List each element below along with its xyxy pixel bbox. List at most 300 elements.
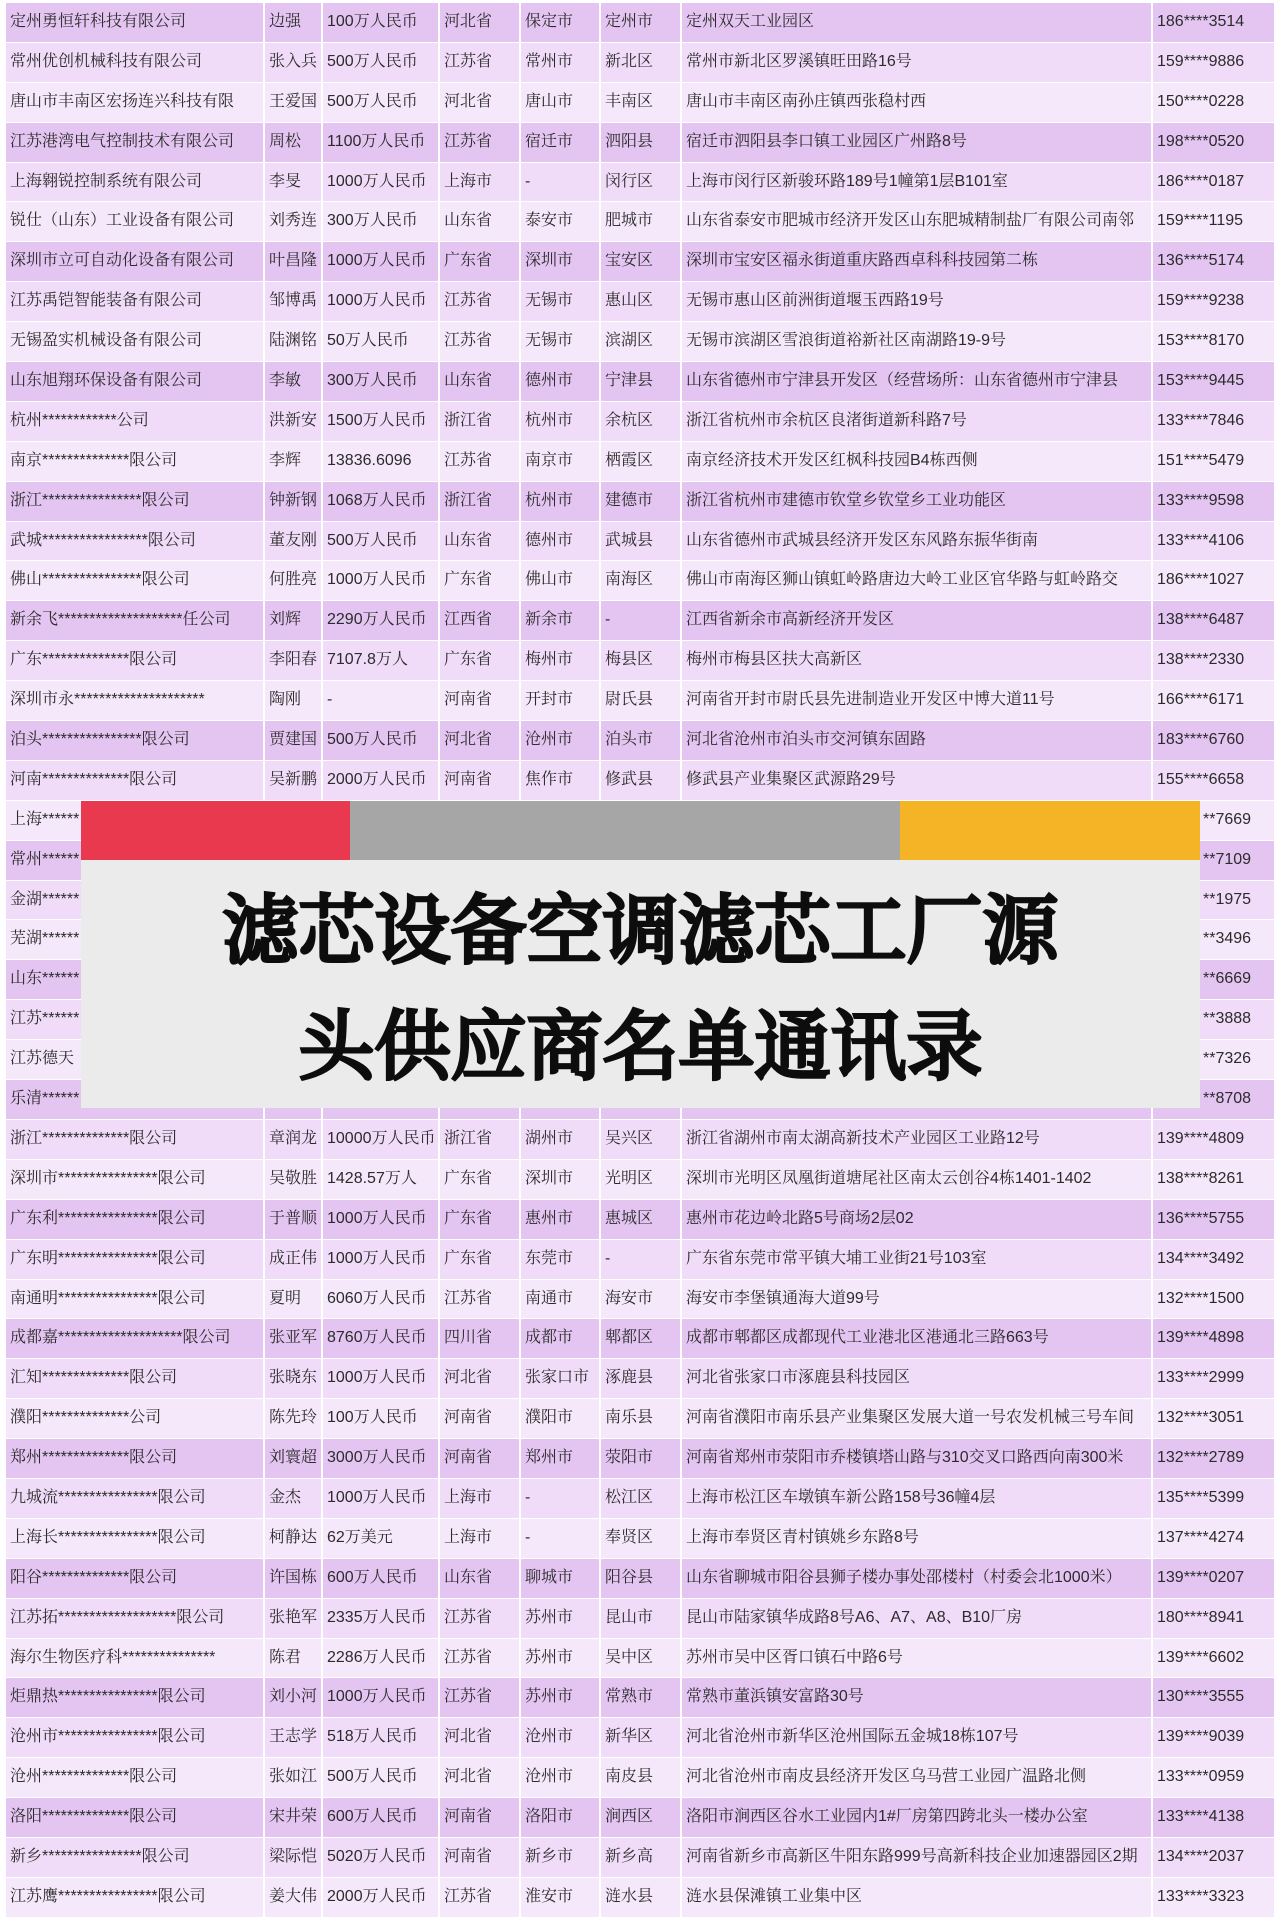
cell-city: 德州市 bbox=[521, 362, 599, 401]
cell-city: 开封市 bbox=[521, 681, 599, 720]
table-row bbox=[6, 83, 1274, 122]
cell-contact: 贾建国 bbox=[265, 721, 321, 760]
cell-province: 江苏省 bbox=[440, 442, 519, 481]
cell-city: 沧州市 bbox=[521, 1718, 599, 1757]
cell-company: 南通明****************限公司 bbox=[6, 1280, 263, 1319]
cell-phone: **3496 bbox=[1153, 920, 1274, 959]
table-row bbox=[6, 123, 1274, 162]
cell-contact: 陈君 bbox=[265, 1639, 321, 1678]
cell-company: 唐山市丰南区宏扬连兴科技有限 bbox=[6, 83, 263, 122]
table-row bbox=[6, 1280, 1274, 1319]
cell-district: 尉氏县 bbox=[601, 681, 680, 720]
table-row bbox=[6, 1758, 1274, 1797]
cell-capital: 2000万人民币 bbox=[323, 1878, 438, 1917]
cell-contact: 许国栋 bbox=[265, 1559, 321, 1598]
table-row bbox=[6, 561, 1274, 600]
cell-company: 新余飞********************任公司 bbox=[6, 601, 263, 640]
cell-province: 江苏省 bbox=[440, 1678, 519, 1717]
cell-phone: 138****8261 bbox=[1153, 1160, 1274, 1199]
cell-city: 德州市 bbox=[521, 522, 599, 561]
cell-address: 江西省新余市高新经济开发区 bbox=[682, 601, 1151, 640]
cell-city: 苏州市 bbox=[521, 1599, 599, 1638]
table-row bbox=[6, 442, 1274, 481]
cell-capital: 600万人民币 bbox=[323, 1798, 438, 1837]
cell-address: 浙江省杭州市建德市钦堂乡钦堂乡工业功能区 bbox=[682, 482, 1151, 521]
cell-address: 定州双天工业园区 bbox=[682, 3, 1151, 42]
cell-phone: 138****2330 bbox=[1153, 641, 1274, 680]
table-row bbox=[6, 202, 1274, 241]
table-row bbox=[6, 1878, 1274, 1917]
cell-address: 洛阳市涧西区谷水工业园内1#厂房第四跨北头一楼办公室 bbox=[682, 1798, 1151, 1837]
cell-phone: 155****6658 bbox=[1153, 761, 1274, 800]
cell-phone: 159****1195 bbox=[1153, 202, 1274, 241]
cell-city: 苏州市 bbox=[521, 1678, 599, 1717]
cell-city: 泰安市 bbox=[521, 202, 599, 241]
cell-district: 新北区 bbox=[601, 43, 680, 82]
cell-district: 南乐县 bbox=[601, 1399, 680, 1438]
cell-province: 河南省 bbox=[440, 1838, 519, 1877]
cell-phone: **8708 bbox=[1153, 1080, 1274, 1119]
cell-capital: 1068万人民币 bbox=[323, 482, 438, 521]
cell-province: 广东省 bbox=[440, 561, 519, 600]
cell-contact: 张入兵 bbox=[265, 43, 321, 82]
cell-phone: 134****2037 bbox=[1153, 1838, 1274, 1877]
cell-district: 惠山区 bbox=[601, 282, 680, 321]
cell-capital: 5020万人民币 bbox=[323, 1838, 438, 1877]
cell-company: 金湖****** bbox=[6, 881, 263, 920]
cell-phone: 198****0520 bbox=[1153, 123, 1274, 162]
cell-phone: 139****4809 bbox=[1153, 1120, 1274, 1159]
cell-capital: 1428.57万人 bbox=[323, 1160, 438, 1199]
cell-address: 浙江省湖州市南太湖高新技术产业园区工业路12号 bbox=[682, 1120, 1151, 1159]
cell-capital: 500万人民币 bbox=[323, 522, 438, 561]
cell-city: 梅州市 bbox=[521, 641, 599, 680]
cell-company: 乐清****** bbox=[6, 1080, 263, 1119]
cell-city: 宿迁市 bbox=[521, 123, 599, 162]
cell-capital: 62万美元 bbox=[323, 1519, 438, 1558]
title-box bbox=[81, 860, 1200, 1108]
cell-company: 江苏德天 bbox=[6, 1040, 263, 1079]
cell-capital: 1000万人民币 bbox=[323, 1359, 438, 1398]
cell-contact: 张亚军 bbox=[265, 1319, 321, 1358]
cell-contact: 董友刚 bbox=[265, 522, 321, 561]
cell-contact: 邹博禹 bbox=[265, 282, 321, 321]
cell-company: 江苏禹铠智能装备有限公司 bbox=[6, 282, 263, 321]
cell-phone: 139****0207 bbox=[1153, 1559, 1274, 1598]
cell-city: 唐山市 bbox=[521, 83, 599, 122]
cell-district: 昆山市 bbox=[601, 1599, 680, 1638]
table-row bbox=[6, 1120, 1274, 1159]
cell-capital: 518万人民币 bbox=[323, 1718, 438, 1757]
cell-province: 河南省 bbox=[440, 1399, 519, 1438]
cell-contact: 张艳军 bbox=[265, 1599, 321, 1638]
cell-contact: 姜大伟 bbox=[265, 1878, 321, 1917]
table-row bbox=[6, 1519, 1274, 1558]
table-row bbox=[6, 1838, 1274, 1877]
cell-capital: 100万人民币 bbox=[323, 1399, 438, 1438]
cell-phone: 186****3514 bbox=[1153, 3, 1274, 42]
cell-company: 常州优创机械科技有限公司 bbox=[6, 43, 263, 82]
cell-contact: 刘寰超 bbox=[265, 1439, 321, 1478]
cell-company: 山东旭翔环保设备有限公司 bbox=[6, 362, 263, 401]
cell-district: 惠城区 bbox=[601, 1200, 680, 1239]
cell-district: 宝安区 bbox=[601, 242, 680, 281]
table-row bbox=[6, 43, 1274, 82]
cell-contact: 吴新鹏 bbox=[265, 761, 321, 800]
cell-capital: 6060万人民币 bbox=[323, 1280, 438, 1319]
cell-capital: 1500万人民币 bbox=[323, 402, 438, 441]
table-row bbox=[6, 721, 1274, 760]
cell-company: 成都嘉********************限公司 bbox=[6, 1319, 263, 1358]
cell-phone: **6669 bbox=[1153, 960, 1274, 999]
table-row bbox=[6, 282, 1274, 321]
cell-province: 浙江省 bbox=[440, 482, 519, 521]
cell-province: 江西省 bbox=[440, 601, 519, 640]
cell-city: - bbox=[521, 1519, 599, 1558]
cell-city: 东莞市 bbox=[521, 1240, 599, 1279]
table-row bbox=[6, 1599, 1274, 1638]
cell-capital: 13836.6096 bbox=[323, 442, 438, 481]
cell-capital: 10000万人民币 bbox=[323, 1120, 438, 1159]
cell-address: 山东省德州市武城县经济开发区东风路东振华街南 bbox=[682, 522, 1151, 561]
cell-phone: 139****9039 bbox=[1153, 1718, 1274, 1757]
cell-district: 松江区 bbox=[601, 1479, 680, 1518]
cell-capital: 3000万人民币 bbox=[323, 1439, 438, 1478]
cell-capital: 500万人民币 bbox=[323, 43, 438, 82]
cell-province: 上海市 bbox=[440, 1519, 519, 1558]
cell-capital: 500万人民币 bbox=[323, 1758, 438, 1797]
table-row bbox=[6, 1678, 1274, 1717]
cell-contact: 洪新安 bbox=[265, 402, 321, 441]
cell-address: 河北省张家口市涿鹿县科技园区 bbox=[682, 1359, 1151, 1398]
cell-address: 修武县产业集聚区武源路29号 bbox=[682, 761, 1151, 800]
cell-phone: 133****9598 bbox=[1153, 482, 1274, 521]
cell-company: 常州****** bbox=[6, 841, 263, 880]
cell-company: 深圳市永********************* bbox=[6, 681, 263, 720]
cell-contact: 李阳春 bbox=[265, 641, 321, 680]
cell-company: 阳谷**************限公司 bbox=[6, 1559, 263, 1598]
cell-contact: 宋井荣 bbox=[265, 1798, 321, 1837]
cell-contact: 张如江 bbox=[265, 1758, 321, 1797]
cell-capital: 2000万人民币 bbox=[323, 761, 438, 800]
cell-company: 南京**************限公司 bbox=[6, 442, 263, 481]
cell-district: 奉贤区 bbox=[601, 1519, 680, 1558]
cell-district: 肥城市 bbox=[601, 202, 680, 241]
cell-district: 荥阳市 bbox=[601, 1439, 680, 1478]
cell-address: 海安市李堡镇通海大道99号 bbox=[682, 1280, 1151, 1319]
cell-phone: **7669 bbox=[1153, 801, 1274, 840]
accent-bar-gray bbox=[350, 801, 900, 860]
table-row bbox=[6, 522, 1274, 561]
cell-address: 河南省开封市尉氏县先进制造业开发区中博大道11号 bbox=[682, 681, 1151, 720]
cell-contact: 陆渊铭 bbox=[265, 322, 321, 361]
cell-district: 涟水县 bbox=[601, 1878, 680, 1917]
cell-phone: 133****7846 bbox=[1153, 402, 1274, 441]
cell-address: 苏州市吴中区胥口镇石中路6号 bbox=[682, 1639, 1151, 1678]
cell-phone: 180****8941 bbox=[1153, 1599, 1274, 1638]
cell-address: 深圳市宝安区福永街道重庆路西卓科科技园第二栋 bbox=[682, 242, 1151, 281]
cell-capital: 1000万人民币 bbox=[323, 1200, 438, 1239]
cell-contact: 边强 bbox=[265, 3, 321, 42]
cell-contact: 于普顺 bbox=[265, 1200, 321, 1239]
cell-contact: 吴敬胜 bbox=[265, 1160, 321, 1199]
cell-contact: 叶昌隆 bbox=[265, 242, 321, 281]
cell-district: 涿鹿县 bbox=[601, 1359, 680, 1398]
cell-district: 海安市 bbox=[601, 1280, 680, 1319]
title-banner bbox=[81, 801, 1200, 1108]
cell-company: 江苏****** bbox=[6, 1000, 263, 1039]
cell-address: 宿迁市泗阳县李口镇工业园区广州路8号 bbox=[682, 123, 1151, 162]
cell-city: 沧州市 bbox=[521, 721, 599, 760]
cell-province: 浙江省 bbox=[440, 1120, 519, 1159]
cell-address: 山东省泰安市肥城市经济开发区山东肥城精制盐厂有限公司南邻 bbox=[682, 202, 1151, 241]
cell-district: 滨湖区 bbox=[601, 322, 680, 361]
title-line-2: 头供应商名单通讯录 bbox=[298, 1002, 983, 1091]
cell-company: 芜湖****** bbox=[6, 920, 263, 959]
cell-district: 南皮县 bbox=[601, 1758, 680, 1797]
cell-district: 宁津县 bbox=[601, 362, 680, 401]
cell-capital: 100万人民币 bbox=[323, 3, 438, 42]
cell-province: 山东省 bbox=[440, 522, 519, 561]
cell-company: 上海****** bbox=[6, 801, 263, 840]
cell-province: 广东省 bbox=[440, 1160, 519, 1199]
cell-company: 浙江****************限公司 bbox=[6, 482, 263, 521]
cell-city: 湖州市 bbox=[521, 1120, 599, 1159]
cell-city: 洛阳市 bbox=[521, 1798, 599, 1837]
cell-company: 武城*****************限公司 bbox=[6, 522, 263, 561]
cell-province: 江苏省 bbox=[440, 282, 519, 321]
cell-city: 淮安市 bbox=[521, 1878, 599, 1917]
cell-district: 吴兴区 bbox=[601, 1120, 680, 1159]
cell-district: 涧西区 bbox=[601, 1798, 680, 1837]
cell-province: 河南省 bbox=[440, 1798, 519, 1837]
cell-district: 新乡高 bbox=[601, 1838, 680, 1877]
cell-address: 河南省新乡市高新区牛阳东路999号高新科技企业加速器园区2期 bbox=[682, 1838, 1151, 1877]
cell-district: 武城县 bbox=[601, 522, 680, 561]
cell-company: 广东利****************限公司 bbox=[6, 1200, 263, 1239]
cell-district: 余杭区 bbox=[601, 402, 680, 441]
cell-contact: 陶刚 bbox=[265, 681, 321, 720]
cell-contact: 钟新钢 bbox=[265, 482, 321, 521]
cell-city: 焦作市 bbox=[521, 761, 599, 800]
cell-district: - bbox=[601, 601, 680, 640]
cell-city: 无锡市 bbox=[521, 282, 599, 321]
cell-city: 深圳市 bbox=[521, 1160, 599, 1199]
cell-company: 江苏鹰****************限公司 bbox=[6, 1878, 263, 1917]
cell-city: 新余市 bbox=[521, 601, 599, 640]
accent-bar-yellow bbox=[900, 801, 1200, 860]
cell-capital: 50万人民币 bbox=[323, 322, 438, 361]
cell-capital: 1100万人民币 bbox=[323, 123, 438, 162]
cell-city: 惠州市 bbox=[521, 1200, 599, 1239]
cell-address: 河北省沧州市新华区沧州国际五金城18栋107号 bbox=[682, 1718, 1151, 1757]
cell-contact: 夏明 bbox=[265, 1280, 321, 1319]
cell-city: 郑州市 bbox=[521, 1439, 599, 1478]
cell-company: 杭州************公司 bbox=[6, 402, 263, 441]
cell-contact: 刘秀连 bbox=[265, 202, 321, 241]
cell-company: 浙江**************限公司 bbox=[6, 1120, 263, 1159]
cell-city: 南京市 bbox=[521, 442, 599, 481]
cell-province: 江苏省 bbox=[440, 1878, 519, 1917]
table-row bbox=[6, 482, 1274, 521]
cell-city: 保定市 bbox=[521, 3, 599, 42]
table-row bbox=[6, 1718, 1274, 1757]
table-row bbox=[6, 1359, 1274, 1398]
cell-address: 涟水县保滩镇工业集中区 bbox=[682, 1878, 1151, 1917]
cell-province: 江苏省 bbox=[440, 1280, 519, 1319]
cell-address: 常州市新北区罗溪镇旺田路16号 bbox=[682, 43, 1151, 82]
cell-address: 上海市闵行区新骏环路189号1幢第1层B101室 bbox=[682, 163, 1151, 202]
cell-address: 河北省沧州市泊头市交河镇东固路 bbox=[682, 721, 1151, 760]
cell-company: 洛阳**************限公司 bbox=[6, 1798, 263, 1837]
cell-company: 江苏拓*******************限公司 bbox=[6, 1599, 263, 1638]
cell-district: 定州市 bbox=[601, 3, 680, 42]
cell-company: 山东****** bbox=[6, 960, 263, 999]
cell-district: 光明区 bbox=[601, 1160, 680, 1199]
cell-phone: 130****3555 bbox=[1153, 1678, 1274, 1717]
cell-company: 炬鼎热****************限公司 bbox=[6, 1678, 263, 1717]
cell-capital: 2290万人民币 bbox=[323, 601, 438, 640]
cell-company: 河南**************限公司 bbox=[6, 761, 263, 800]
cell-company: 沧州**************限公司 bbox=[6, 1758, 263, 1797]
cell-capital: 300万人民币 bbox=[323, 362, 438, 401]
cell-city: 佛山市 bbox=[521, 561, 599, 600]
cell-district: 泊头市 bbox=[601, 721, 680, 760]
cell-province: 上海市 bbox=[440, 163, 519, 202]
cell-city: 无锡市 bbox=[521, 322, 599, 361]
cell-phone: 151****5479 bbox=[1153, 442, 1274, 481]
cell-company: 广东明****************限公司 bbox=[6, 1240, 263, 1279]
cell-phone: 133****3323 bbox=[1153, 1878, 1274, 1917]
table-row bbox=[6, 1798, 1274, 1837]
cell-contact: 金杰 bbox=[265, 1479, 321, 1518]
cell-province: 河北省 bbox=[440, 1758, 519, 1797]
cell-district: 新华区 bbox=[601, 1718, 680, 1757]
cell-province: 广东省 bbox=[440, 641, 519, 680]
cell-district: 栖霞区 bbox=[601, 442, 680, 481]
cell-city: 杭州市 bbox=[521, 402, 599, 441]
cell-city: 濮阳市 bbox=[521, 1399, 599, 1438]
cell-district: 闵行区 bbox=[601, 163, 680, 202]
cell-city: 沧州市 bbox=[521, 1758, 599, 1797]
cell-contact: 刘辉 bbox=[265, 601, 321, 640]
cell-phone: 186****0187 bbox=[1153, 163, 1274, 202]
cell-capital: 1000万人民币 bbox=[323, 1678, 438, 1717]
cell-company: 上海翱锐控制系统有限公司 bbox=[6, 163, 263, 202]
cell-company: 沧州市****************限公司 bbox=[6, 1718, 263, 1757]
cell-phone: 159****9238 bbox=[1153, 282, 1274, 321]
cell-district: - bbox=[601, 1240, 680, 1279]
cell-province: 河北省 bbox=[440, 3, 519, 42]
cell-contact: 陈先玲 bbox=[265, 1399, 321, 1438]
cell-capital: 2335万人民币 bbox=[323, 1599, 438, 1638]
cell-province: 广东省 bbox=[440, 1200, 519, 1239]
cell-phone: 186****1027 bbox=[1153, 561, 1274, 600]
cell-company: 佛山****************限公司 bbox=[6, 561, 263, 600]
table-row bbox=[6, 1439, 1274, 1478]
cell-phone: **7326 bbox=[1153, 1040, 1274, 1079]
cell-company: 锐仕（山东）工业设备有限公司 bbox=[6, 202, 263, 241]
cell-phone: 136****5755 bbox=[1153, 1200, 1274, 1239]
cell-capital: 1000万人民币 bbox=[323, 242, 438, 281]
cell-phone: 135****5399 bbox=[1153, 1479, 1274, 1518]
cell-capital: 500万人民币 bbox=[323, 83, 438, 122]
cell-province: 江苏省 bbox=[440, 43, 519, 82]
cell-capital: - bbox=[323, 681, 438, 720]
cell-address: 山东省德州市宁津县开发区（经营场所：山东省德州市宁津县 bbox=[682, 362, 1151, 401]
cell-phone: 132****2789 bbox=[1153, 1439, 1274, 1478]
cell-address: 河北省沧州市南皮县经济开发区乌马营工业园广温路北侧 bbox=[682, 1758, 1151, 1797]
cell-phone: 159****9886 bbox=[1153, 43, 1274, 82]
table-row bbox=[6, 242, 1274, 281]
cell-contact: 王爱国 bbox=[265, 83, 321, 122]
cell-province: 山东省 bbox=[440, 202, 519, 241]
cell-capital: 1000万人民币 bbox=[323, 1240, 438, 1279]
cell-city: 苏州市 bbox=[521, 1639, 599, 1678]
cell-company: 深圳市立可自动化设备有限公司 bbox=[6, 242, 263, 281]
cell-capital: 1000万人民币 bbox=[323, 163, 438, 202]
cell-phone: 153****8170 bbox=[1153, 322, 1274, 361]
cell-district: 泗阳县 bbox=[601, 123, 680, 162]
cell-company: 郑州**************限公司 bbox=[6, 1439, 263, 1478]
cell-phone: 133****0959 bbox=[1153, 1758, 1274, 1797]
cell-address: 上海市松江区车墩镇车新公路158号36幢4层 bbox=[682, 1479, 1151, 1518]
cell-district: 阳谷县 bbox=[601, 1559, 680, 1598]
cell-district: 郫都区 bbox=[601, 1319, 680, 1358]
cell-phone: 132****3051 bbox=[1153, 1399, 1274, 1438]
cell-capital: 1000万人民币 bbox=[323, 1479, 438, 1518]
cell-province: 河北省 bbox=[440, 1359, 519, 1398]
table-row bbox=[6, 1479, 1274, 1518]
cell-phone: **3888 bbox=[1153, 1000, 1274, 1039]
cell-contact: 张晓东 bbox=[265, 1359, 321, 1398]
cell-company: 泊头****************限公司 bbox=[6, 721, 263, 760]
cell-address: 无锡市惠山区前洲街道堰玉西路19号 bbox=[682, 282, 1151, 321]
cell-phone: 138****6487 bbox=[1153, 601, 1274, 640]
cell-phone: 133****4106 bbox=[1153, 522, 1274, 561]
cell-company: 上海长****************限公司 bbox=[6, 1519, 263, 1558]
cell-contact: 李敏 bbox=[265, 362, 321, 401]
cell-contact: 柯静达 bbox=[265, 1519, 321, 1558]
table-row bbox=[6, 1399, 1274, 1438]
table-row bbox=[6, 163, 1274, 202]
cell-district: 建德市 bbox=[601, 482, 680, 521]
cell-city: 南通市 bbox=[521, 1280, 599, 1319]
cell-address: 惠州市花边岭北路5号商场2层02 bbox=[682, 1200, 1151, 1239]
cell-capital: 300万人民币 bbox=[323, 202, 438, 241]
cell-city: 深圳市 bbox=[521, 242, 599, 281]
cell-address: 深圳市光明区凤凰街道塘尾社区南太云创谷4栋1401-1402 bbox=[682, 1160, 1151, 1199]
table-row bbox=[6, 681, 1274, 720]
cell-address: 河南省濮阳市南乐县产业集聚区发展大道一号农发机械三号车间 bbox=[682, 1399, 1151, 1438]
cell-contact: 王志学 bbox=[265, 1718, 321, 1757]
cell-province: 广东省 bbox=[440, 1240, 519, 1279]
cell-province: 江苏省 bbox=[440, 1599, 519, 1638]
table-row bbox=[6, 641, 1274, 680]
table-row bbox=[6, 402, 1274, 441]
cell-address: 上海市奉贤区青村镇姚乡东路8号 bbox=[682, 1519, 1151, 1558]
cell-province: 河北省 bbox=[440, 83, 519, 122]
cell-province: 四川省 bbox=[440, 1319, 519, 1358]
cell-capital: 1000万人民币 bbox=[323, 282, 438, 321]
cell-company: 定州勇恒轩科技有限公司 bbox=[6, 3, 263, 42]
cell-city: - bbox=[521, 1479, 599, 1518]
cell-province: 江苏省 bbox=[440, 322, 519, 361]
cell-province: 河北省 bbox=[440, 1718, 519, 1757]
cell-address: 梅州市梅县区扶大高新区 bbox=[682, 641, 1151, 680]
cell-contact: 李辉 bbox=[265, 442, 321, 481]
cell-address: 河南省郑州市荥阳市乔楼镇塔山路与310交叉口路西向南300米 bbox=[682, 1439, 1151, 1478]
